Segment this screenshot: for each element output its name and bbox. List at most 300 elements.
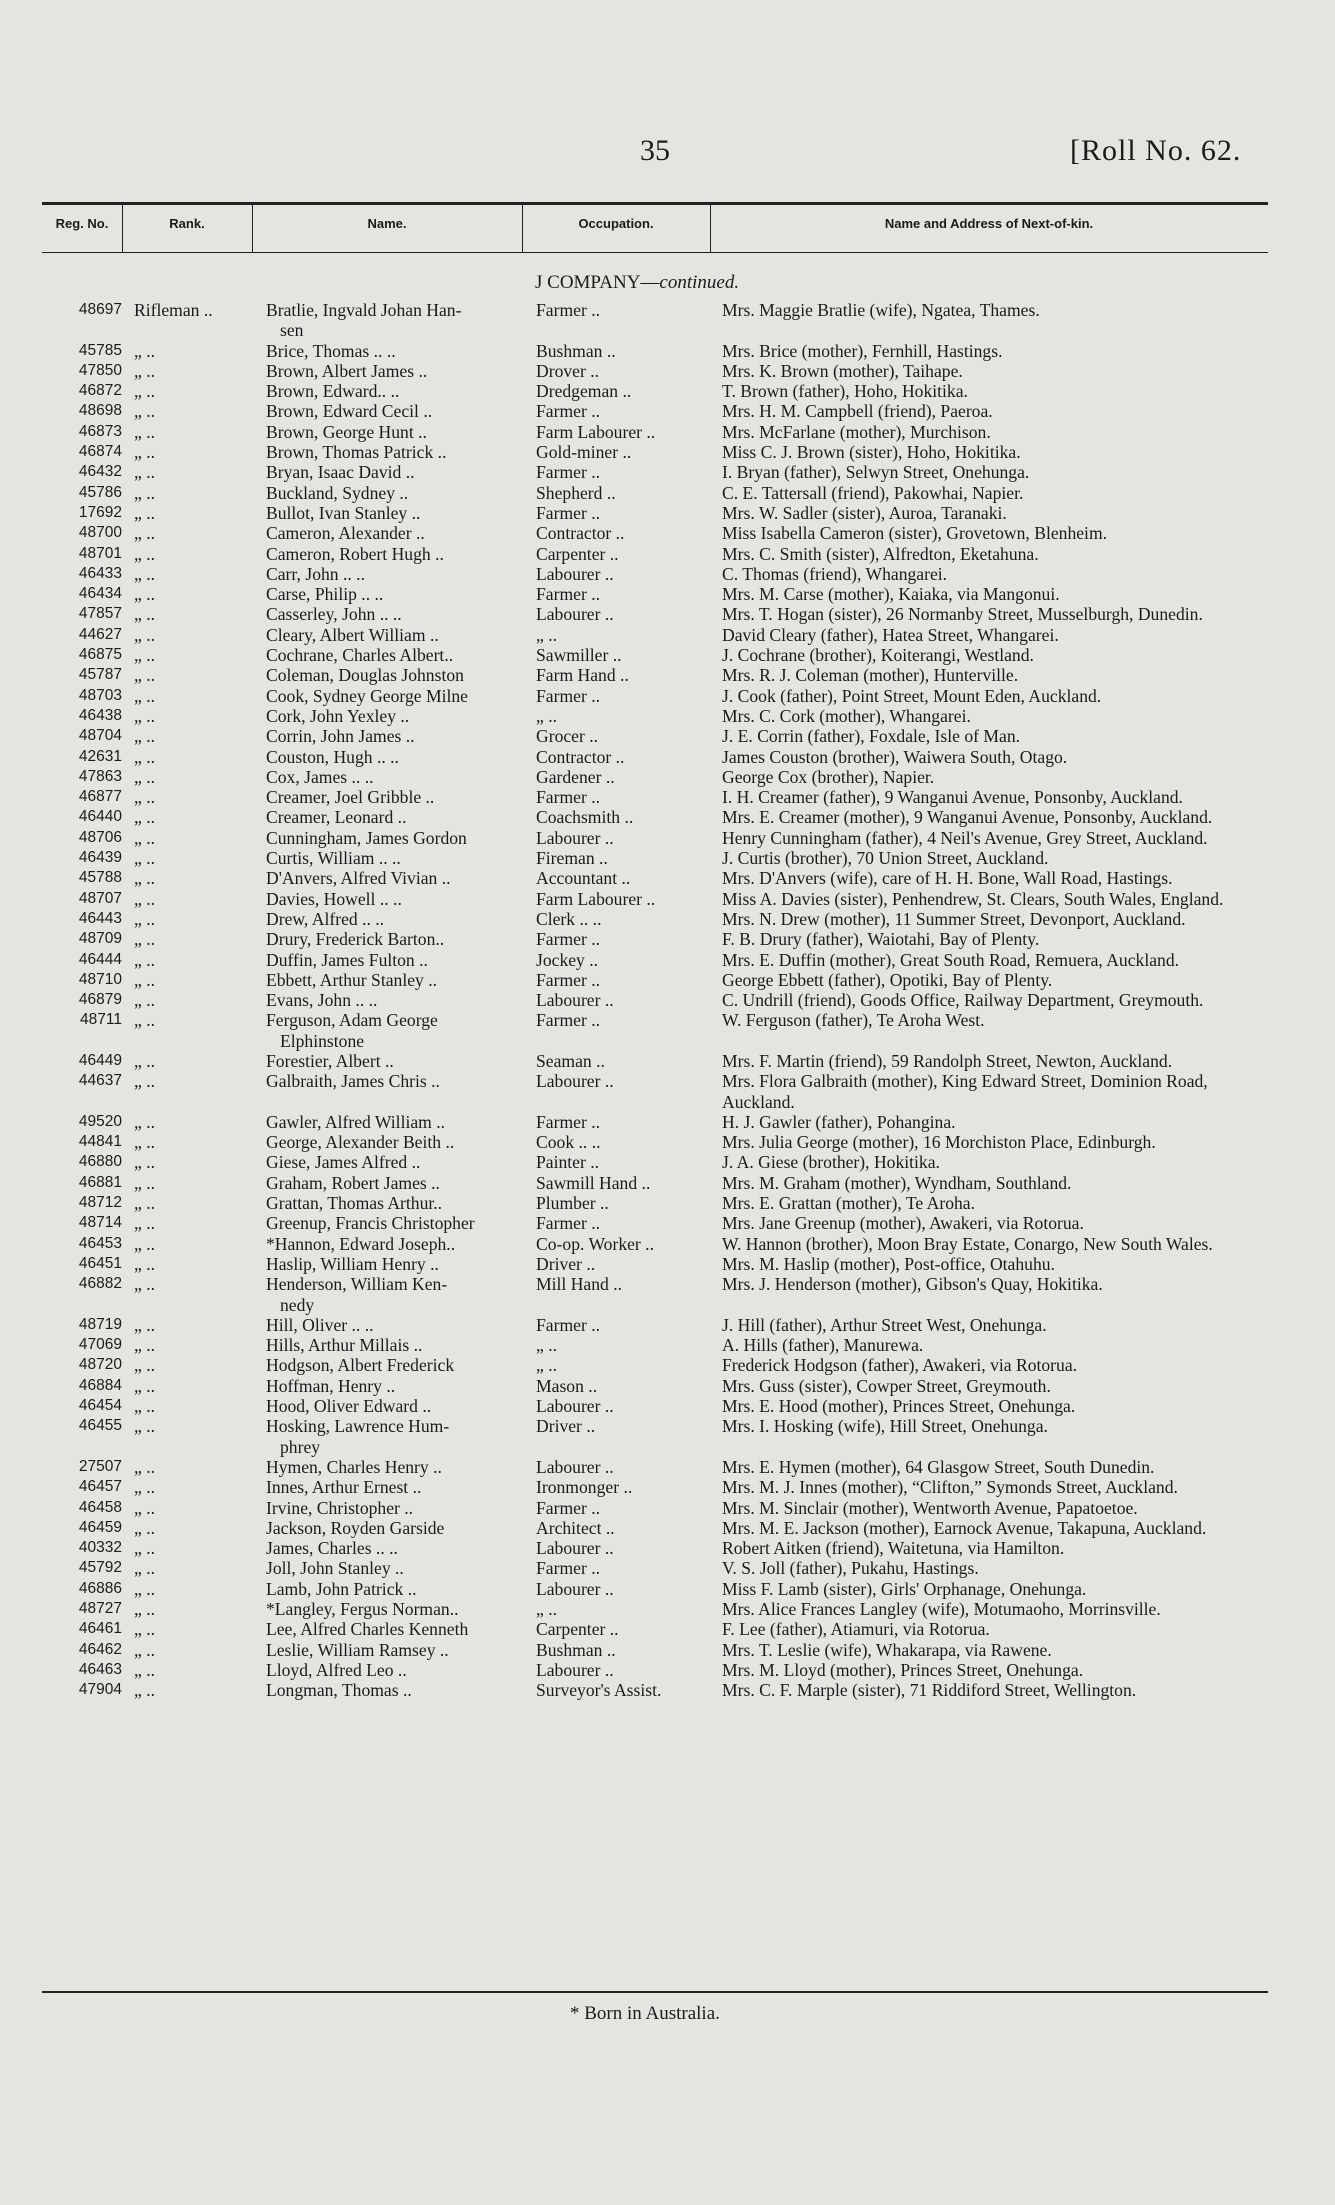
soldier-name: Bryan, Isaac David .. (266, 462, 415, 483)
soldier-name: Cox, James .. .. (266, 766, 374, 787)
table-row (42, 950, 1268, 970)
soldier-name: Greenup, Francis Christopher (266, 1213, 475, 1234)
next-of-kin: Mrs. C. Smith (sister), Alfredton, Eketahuna. (722, 543, 1039, 564)
header-reg-no: Reg. No. (55, 216, 109, 231)
table-row (42, 1660, 1268, 1680)
table-row (42, 1213, 1268, 1233)
next-of-kin: Robert Aitken (friend), Waitetuna, via Hamilton. (722, 1538, 1065, 1559)
reg-number: 47904 (78, 1681, 122, 1699)
soldier-name: Cleary, Albert William .. (266, 624, 439, 645)
table-row (42, 1457, 1268, 1477)
rank: „ .. (134, 705, 156, 726)
soldier-name: Brice, Thomas .. .. (266, 340, 396, 361)
reg-number: 46439 (78, 849, 122, 867)
occupation: Mason .. (536, 1375, 598, 1396)
rank: „ .. (134, 665, 156, 686)
occupation: Fireman .. (536, 848, 608, 869)
rank: „ .. (134, 1050, 156, 1071)
rank: „ .. (134, 543, 156, 564)
next-of-kin: J. Hill (father), Arthur Street West, Onehunga. (722, 1314, 1047, 1335)
soldier-name: Bullot, Ivan Stanley .. (266, 502, 421, 523)
reg-number: 46874 (78, 443, 122, 461)
next-of-kin: Mrs. F. Martin (friend), 59 Randolph Street, Newton, Auckland. (722, 1050, 1173, 1071)
soldier-name: Forestier, Albert .. (266, 1050, 394, 1071)
next-of-kin: Mrs. Alice Frances Langley (wife), Motumaoho, Morrinsville. (722, 1599, 1161, 1619)
roll-number: [Roll No. 62. (1070, 134, 1242, 167)
occupation: Farmer .. (536, 401, 601, 422)
rank: „ .. (134, 1335, 156, 1356)
reg-number: 45785 (78, 341, 122, 359)
next-of-kin: Mrs. J. Henderson (mother), Gibson's Quay, Hokitika. (722, 1274, 1103, 1295)
reg-number: 46455 (78, 1417, 122, 1435)
reg-number: 46462 (78, 1640, 122, 1658)
occupation: Farmer .. (536, 929, 601, 950)
soldier-name: Gawler, Alfred William .. (266, 1111, 446, 1132)
occupation: Driver .. (536, 1253, 596, 1274)
occupation: Grocer .. (536, 726, 599, 747)
next-of-kin: Mrs. H. M. Campbell (friend), Paeroa. (722, 401, 993, 422)
soldier-name: Couston, Hugh .. .. (266, 746, 399, 767)
occupation: Farmer .. (536, 1213, 601, 1234)
table-row (42, 401, 1268, 421)
occupation: Farmer .. (536, 969, 601, 990)
next-of-kin: Frederick Hodgson (father), Awakeri, via Rotorua. (722, 1355, 1078, 1376)
occupation: „ .. (536, 1335, 558, 1356)
reg-number: 45786 (78, 483, 122, 501)
rank: „ .. (134, 1396, 156, 1417)
table-row (42, 1010, 1268, 1051)
next-of-kin: Mrs. M. Haslip (mother), Post-office, Otahuhu. (722, 1253, 1055, 1274)
table-row (42, 1051, 1268, 1071)
soldier-name: Creamer, Leonard .. (266, 807, 407, 828)
occupation: Contractor .. (536, 523, 625, 544)
soldier-name: D'Anvers, Alfred Vivian .. (266, 868, 451, 889)
soldier-name: Hodgson, Albert Frederick (266, 1355, 455, 1376)
rank: „ .. (134, 1193, 156, 1214)
rank: „ .. (134, 502, 156, 523)
reg-number: 46453 (78, 1234, 122, 1252)
table-row (42, 1477, 1268, 1497)
header-top-rule (42, 202, 1268, 205)
next-of-kin: J. Cochrane (brother), Koiterangi, Westland. (722, 645, 1034, 666)
reg-number: 46886 (78, 1579, 122, 1597)
table-bottom-rule (42, 1991, 1268, 1993)
reg-number: 48704 (78, 727, 122, 745)
next-of-kin: Mrs. E. Grattan (mother), Te Aroha. (722, 1193, 975, 1214)
rank: „ .. (134, 1233, 156, 1254)
next-of-kin: I. Bryan (father), Selwyn Street, Onehunga. (722, 462, 1030, 483)
reg-number: 47857 (78, 605, 122, 623)
occupation: Ironmonger .. (536, 1477, 633, 1498)
reg-number: 48711 (80, 1011, 122, 1029)
rank: „ .. (134, 746, 156, 767)
table-row (42, 341, 1268, 361)
table-row (42, 868, 1268, 888)
next-of-kin: Mrs. Julia George (mother), 16 Morchiston Place, Edinburgh. (722, 1132, 1156, 1153)
occupation: Labourer .. (536, 563, 614, 584)
table-row (42, 1071, 1268, 1112)
occupation: „ .. (536, 624, 558, 645)
table-row (42, 523, 1268, 543)
soldier-name: Giese, James Alfred .. (266, 1152, 421, 1173)
table-row (42, 625, 1268, 645)
next-of-kin: Miss A. Davies (sister), Penhendrew, St. Clears, South Wales, England. (722, 888, 1224, 909)
rank: „ .. (134, 1314, 156, 1335)
reg-number: 48727 (78, 1600, 122, 1617)
reg-number: 46454 (78, 1397, 122, 1415)
reg-number: 48712 (78, 1194, 122, 1212)
reg-number: 46881 (78, 1173, 122, 1191)
table-row (42, 1315, 1268, 1335)
table-row (42, 686, 1268, 706)
table-row (42, 1112, 1268, 1132)
occupation: Driver .. (536, 1416, 596, 1437)
next-of-kin: J. Cook (father), Point Street, Mount Eden, Auckland. (722, 685, 1102, 706)
next-of-kin: F. B. Drury (father), Waiotahi, Bay of Plenty. (722, 929, 1040, 950)
table-row (42, 442, 1268, 462)
next-of-kin: F. Lee (father), Atiamuri, via Rotorua. (722, 1619, 990, 1640)
reg-number: 46872 (78, 382, 122, 400)
occupation: Farm Hand .. (536, 665, 629, 686)
reg-number: 46463 (78, 1660, 122, 1678)
reg-number: 45792 (78, 1559, 122, 1577)
rank: „ .. (134, 1172, 156, 1193)
occupation: „ .. (536, 1355, 558, 1376)
table-row (42, 1599, 1268, 1619)
rank: „ .. (134, 929, 156, 950)
rank: „ .. (134, 1599, 156, 1619)
soldier-name: Longman, Thomas .. (266, 1680, 412, 1701)
rank: „ .. (134, 462, 156, 483)
occupation: Accountant .. (536, 868, 631, 889)
next-of-kin: Mrs. K. Brown (mother), Taihape. (722, 360, 963, 381)
reg-number: 42631 (78, 747, 122, 765)
reg-number: 46449 (78, 1051, 122, 1069)
next-of-kin: Mrs. Flora Galbraith (mother), King Edward Street, Dominion Road, Auckland. (722, 1071, 1208, 1112)
table-row (42, 1173, 1268, 1193)
next-of-kin: C. Undrill (friend), Goods Office, Railway Department, Greymouth. (722, 990, 1204, 1011)
next-of-kin: H. J. Gawler (father), Pohangina. (722, 1111, 956, 1132)
rank: „ .. (134, 482, 156, 503)
next-of-kin: V. S. Joll (father), Pukahu, Hastings. (722, 1558, 979, 1579)
table-row (42, 1518, 1268, 1538)
soldier-name: Coleman, Douglas Johnston (266, 665, 464, 686)
rank: „ .. (134, 990, 156, 1011)
soldier-name: Cameron, Robert Hugh .. (266, 543, 444, 564)
soldier-name: Cork, John Yexley .. (266, 705, 410, 726)
header-next-of-kin: Name and Address of Next-of-kin. (884, 216, 1094, 231)
soldier-name: Hymen, Charles Henry .. (266, 1456, 442, 1477)
reg-number: 48719 (78, 1315, 122, 1333)
soldier-name-continued: phrey (280, 1436, 321, 1457)
next-of-kin: David Cleary (father), Hatea Street, Whangarei. (722, 624, 1059, 645)
occupation: Coachsmith .. (536, 807, 634, 828)
soldier-name: George, Alexander Beith .. (266, 1132, 455, 1153)
occupation: Labourer .. (536, 1396, 614, 1417)
occupation: Farmer .. (536, 462, 601, 483)
soldier-name: Hoffman, Henry .. (266, 1375, 396, 1396)
occupation: Bushman .. (536, 1639, 616, 1660)
rank: „ .. (134, 624, 156, 645)
rank: „ .. (134, 1619, 156, 1640)
soldier-name: Cameron, Alexander .. (266, 523, 425, 544)
table-row (42, 1640, 1268, 1660)
reg-number: 45788 (78, 869, 122, 887)
reg-number: 48697 (78, 301, 122, 318)
occupation: Jockey .. (536, 949, 599, 970)
table-row (42, 645, 1268, 665)
soldier-name: Lamb, John Patrick .. (266, 1578, 417, 1599)
rank: „ .. (134, 442, 156, 463)
rank: „ .. (134, 1477, 156, 1498)
reg-number: 46451 (78, 1254, 122, 1272)
reg-number: 47069 (78, 1336, 122, 1354)
next-of-kin: Mrs. M. Graham (mother), Wyndham, Southland. (722, 1172, 1072, 1193)
soldier-name: Lloyd, Alfred Leo .. (266, 1659, 407, 1680)
soldier-name: Brown, Edward.. .. (266, 381, 400, 402)
occupation: Farmer .. (536, 502, 601, 523)
table-row (42, 544, 1268, 564)
soldier-name: Brown, Edward Cecil .. (266, 401, 433, 422)
next-of-kin: Mrs. N. Drew (mother), 11 Summer Street, Devonport, Auckland. (722, 908, 1186, 929)
reg-number: 48698 (78, 402, 122, 420)
occupation: Clerk .. .. (536, 908, 602, 929)
next-of-kin: Mrs. R. J. Coleman (mother), Hunterville. (722, 665, 1019, 686)
occupation: Labourer .. (536, 1456, 614, 1477)
table-row (42, 564, 1268, 584)
soldier-name: Carr, John .. .. (266, 563, 365, 584)
next-of-kin: Mrs. M. E. Jackson (mother), Earnock Avenue, Takapuna, Auckland. (722, 1517, 1207, 1538)
table-row (42, 807, 1268, 827)
rank: „ .. (134, 969, 156, 990)
next-of-kin: Mrs. M. Lloyd (mother), Princes Street, Onehunga. (722, 1659, 1084, 1680)
table-row (42, 1396, 1268, 1416)
table-row (42, 1152, 1268, 1172)
rank: „ .. (134, 523, 156, 544)
soldier-name: *Hannon, Edward Joseph.. (266, 1233, 456, 1254)
rank: „ .. (134, 1111, 156, 1132)
rank: „ .. (134, 1152, 156, 1173)
reg-number: 46875 (78, 646, 122, 664)
table-row (42, 462, 1268, 482)
rank: „ .. (134, 726, 156, 747)
soldier-name-continued: Elphinstone (280, 1030, 365, 1051)
occupation: Sawmiller .. (536, 645, 622, 666)
header-bottom-rule (42, 252, 1268, 253)
occupation: Bushman .. (536, 340, 616, 361)
table-row (42, 381, 1268, 401)
occupation: Drover .. (536, 360, 600, 381)
soldier-name: Ferguson, Adam George (266, 1010, 438, 1031)
next-of-kin: James Couston (brother), Waiwera South, Otago. (722, 746, 1068, 767)
rank: „ .. (134, 1375, 156, 1396)
reg-number: 44841 (78, 1133, 122, 1151)
roll-table (42, 300, 1268, 1700)
reg-number: 47850 (78, 361, 122, 379)
footnote: * Born in Australia. (570, 2003, 720, 2024)
reg-number: 46458 (78, 1498, 122, 1516)
table-row (42, 361, 1268, 381)
next-of-kin: Mrs. C. F. Marple (sister), 71 Riddiford Street, Wellington. (722, 1680, 1137, 1701)
soldier-name: Cunningham, James Gordon (266, 827, 467, 848)
rank: „ .. (134, 1010, 156, 1031)
next-of-kin: Mrs. Brice (mother), Fernhill, Hastings. (722, 340, 1003, 361)
next-of-kin: Mrs. T. Leslie (wife), Whakarapa, via Rawene. (722, 1639, 1052, 1660)
soldier-name: Irvine, Christopher .. (266, 1497, 414, 1518)
table-row (42, 1579, 1268, 1599)
soldier-name: Hood, Oliver Edward .. (266, 1396, 432, 1417)
occupation: Farmer .. (536, 1314, 601, 1335)
soldier-name: Carse, Philip .. .. (266, 584, 384, 605)
rank: Rifleman .. (134, 300, 213, 320)
company-heading: J COMPANY—continued. (535, 272, 740, 293)
reg-number: 48703 (78, 686, 122, 704)
reg-number: 46444 (78, 950, 122, 968)
occupation: Painter .. (536, 1152, 600, 1173)
occupation: Labourer .. (536, 990, 614, 1011)
next-of-kin: Miss Isabella Cameron (sister), Grovetown, Blenheim. (722, 523, 1108, 544)
table-row (42, 503, 1268, 523)
reg-number: 46440 (78, 808, 122, 826)
next-of-kin: W. Ferguson (father), Te Aroha West. (722, 1010, 985, 1031)
next-of-kin: J. A. Giese (brother), Hokitika. (722, 1152, 940, 1173)
occupation: Carpenter .. (536, 543, 619, 564)
soldier-name: Brown, Albert James .. (266, 360, 428, 381)
table-row (42, 747, 1268, 767)
occupation: Mill Hand .. (536, 1274, 623, 1295)
reg-number: 46882 (78, 1275, 122, 1293)
occupation: Surveyor's Assist. (536, 1680, 662, 1701)
table-row (42, 787, 1268, 807)
reg-number: 48709 (78, 930, 122, 948)
rank: „ .. (134, 1274, 156, 1295)
occupation: Farmer .. (536, 1010, 601, 1031)
header-rank: Rank. (169, 216, 205, 231)
occupation: Dredgeman .. (536, 381, 632, 402)
table-row (42, 1193, 1268, 1213)
occupation: Carpenter .. (536, 1619, 619, 1640)
occupation: Architect .. (536, 1517, 615, 1538)
rank: „ .. (134, 1639, 156, 1660)
table-row (42, 828, 1268, 848)
soldier-name: Duffin, James Fulton .. (266, 949, 428, 970)
soldier-name: Henderson, William Ken- (266, 1274, 448, 1295)
soldier-name: Brown, Thomas Patrick .. (266, 442, 447, 463)
rank: „ .. (134, 1578, 156, 1599)
table-row (42, 1254, 1268, 1274)
table-row (42, 1355, 1268, 1375)
reg-number: 40332 (78, 1539, 122, 1557)
soldier-name: Galbraith, James Chris .. (266, 1071, 440, 1092)
next-of-kin: Mrs. W. Sadler (sister), Auroa, Taranaki. (722, 502, 1007, 523)
rank: „ .. (134, 1659, 156, 1680)
header-occupation: Occupation. (578, 216, 654, 231)
rank: „ .. (134, 1213, 156, 1234)
table-row (42, 1558, 1268, 1578)
soldier-name: Buckland, Sydney .. (266, 482, 409, 503)
table-row (42, 584, 1268, 604)
rank: „ .. (134, 360, 156, 381)
table-row (42, 1680, 1268, 1700)
rank: „ .. (134, 868, 156, 889)
reg-number: 44627 (78, 625, 122, 643)
reg-number: 46877 (78, 788, 122, 806)
rank: „ .. (134, 1497, 156, 1518)
next-of-kin: Mrs. Jane Greenup (mother), Awakeri, via Rotorua. (722, 1213, 1084, 1234)
next-of-kin: Mrs. D'Anvers (wife), care of H. H. Bone, Wall Road, Hastings. (722, 868, 1173, 889)
occupation: Labourer .. (536, 827, 614, 848)
next-of-kin: George Cox (brother), Napier. (722, 766, 935, 787)
reg-number: 47863 (78, 767, 122, 785)
table-row (42, 990, 1268, 1010)
table-row (42, 1335, 1268, 1355)
rank: „ .. (134, 807, 156, 828)
next-of-kin: Miss C. J. Brown (sister), Hoho, Hokitika. (722, 442, 1021, 463)
soldier-name: Curtis, William .. .. (266, 848, 401, 869)
table-row (42, 929, 1268, 949)
occupation: Co-op. Worker .. (536, 1233, 654, 1254)
next-of-kin: I. H. Creamer (father), 9 Wanganui Avenue, Ponsonby, Auckland. (722, 787, 1183, 808)
table-row (42, 422, 1268, 442)
reg-number: 27507 (78, 1457, 122, 1475)
rank: „ .. (134, 1416, 156, 1437)
reg-number: 46879 (78, 991, 122, 1009)
next-of-kin: Mrs. M. Carse (mother), Kaiaka, via Mangonui. (722, 584, 1060, 605)
rank: „ .. (134, 563, 156, 584)
soldier-name: Grattan, Thomas Arthur.. (266, 1193, 443, 1214)
reg-number: 48701 (78, 544, 122, 562)
next-of-kin: Mrs. McFarlane (mother), Murchison. (722, 421, 991, 442)
rank: „ .. (134, 1071, 156, 1092)
reg-number: 46438 (78, 706, 122, 724)
next-of-kin: C. E. Tattersall (friend), Pakowhai, Napier. (722, 482, 1024, 503)
soldier-name: Bratlie, Ingvald Johan Han- (266, 300, 462, 320)
next-of-kin: Mrs. M. Sinclair (mother), Wentworth Avenue, Papatoetoe. (722, 1497, 1138, 1518)
occupation: Farmer .. (536, 787, 601, 808)
next-of-kin: Mrs. E. Hood (mother), Princes Street, Onehunga. (722, 1396, 1076, 1417)
soldier-name: Ebbett, Arthur Stanley .. (266, 969, 438, 990)
header-name: Name. (367, 216, 407, 231)
soldier-name-continued: sen (280, 320, 304, 341)
reg-number: 46873 (78, 422, 122, 440)
next-of-kin: Henry Cunningham (father), 4 Neil's Avenue, Grey Street, Auckland. (722, 827, 1208, 848)
rank: „ .. (134, 1517, 156, 1538)
occupation: Labourer .. (536, 1659, 614, 1680)
occupation: Farmer .. (536, 1111, 601, 1132)
occupation: Labourer .. (536, 1578, 614, 1599)
soldier-name: Casserley, John .. .. (266, 604, 402, 625)
rank: „ .. (134, 766, 156, 787)
next-of-kin: T. Brown (father), Hoho, Hokitika. (722, 381, 968, 402)
reg-number: 48707 (78, 889, 122, 907)
next-of-kin: Mrs. M. J. Innes (mother), “Clifton,” Symonds Street, Auckland. (722, 1477, 1178, 1498)
soldier-name: Lee, Alfred Charles Kenneth (266, 1619, 469, 1640)
rank: „ .. (134, 848, 156, 869)
soldier-name: Drury, Frederick Barton.. (266, 929, 445, 950)
reg-number: 46457 (78, 1478, 122, 1496)
next-of-kin: Miss F. Lamb (sister), Girls' Orphanage, Onehunga. (722, 1578, 1087, 1599)
rank: „ .. (134, 584, 156, 605)
table-row (42, 706, 1268, 726)
rank: „ .. (134, 1253, 156, 1274)
occupation: Shepherd .. (536, 482, 616, 503)
occupation: Labourer .. (536, 1538, 614, 1559)
next-of-kin: Mrs. E. Hymen (mother), 64 Glasgow Street, South Dunedin. (722, 1456, 1155, 1477)
table-row (42, 483, 1268, 503)
occupation: Labourer .. (536, 604, 614, 625)
next-of-kin: George Ebbett (father), Opotiki, Bay of Plenty. (722, 969, 1053, 990)
occupation: Farmer .. (536, 685, 601, 706)
